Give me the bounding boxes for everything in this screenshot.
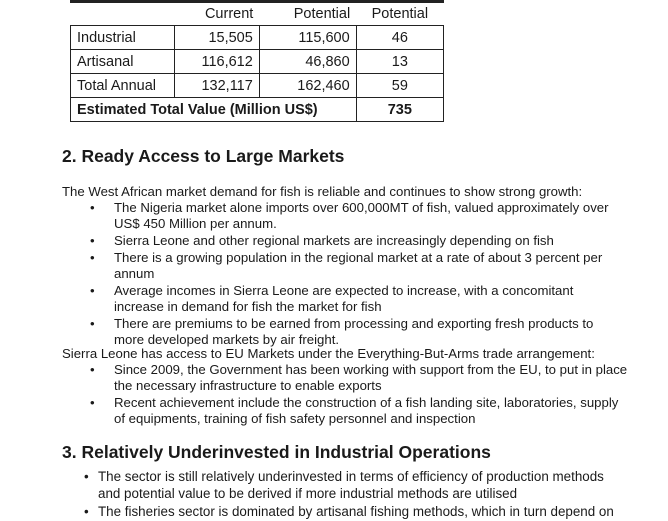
- total-label: Estimated Total Value (Million US$): [71, 98, 357, 122]
- section-3-bullet-list: [84, 468, 628, 520]
- header-label: [71, 4, 175, 26]
- bullet-icon: •: [84, 469, 89, 484]
- header-current: Current: [204, 6, 254, 22]
- section-2-eu-bullet-list: [90, 362, 628, 427]
- list-item-text: Since 2009, the Government has been working with support from the EU, to put in place the necessary infrastructure to enable exports: [114, 362, 628, 393]
- list-item-text: Sierra Leone and other regional markets are increasingly depending on fish: [114, 233, 554, 248]
- section-3: [0, 442, 668, 463]
- table-top-border: [70, 0, 444, 3]
- section-2-heading: 2. Ready Access to Large Markets: [62, 146, 345, 166]
- bullet-icon: •: [90, 200, 95, 215]
- row-potential: 162,460: [259, 74, 356, 98]
- row-potential-2: 46: [356, 26, 443, 50]
- row-potential: 115,600: [259, 26, 356, 50]
- header-potential-2: Potential: [371, 6, 429, 22]
- table-row: [71, 50, 444, 74]
- list-item-text: Recent achievement include the construction of a fish landing site, laboratories, supply of equipments, training of fish safety personnel and inspection: [114, 395, 619, 426]
- section-2-intro: The West African market demand for fish is reliable and continues to show strong growth:: [62, 184, 583, 199]
- bullet-icon: •: [90, 362, 95, 377]
- section-2-eu-intro: Sierra Leone has access to EU Markets under the Everything-But-Arms trade arrangement:: [62, 346, 595, 361]
- list-item: [90, 233, 624, 249]
- list-item: [90, 395, 628, 427]
- list-item: [90, 316, 624, 348]
- section-2: [0, 146, 668, 167]
- total-value: 735: [356, 98, 443, 122]
- list-item: [90, 362, 628, 394]
- bullet-icon: •: [90, 283, 95, 298]
- row-label: Industrial: [71, 26, 175, 50]
- table-row: [71, 26, 444, 50]
- section-3-heading: 3. Relatively Underinvested in Industrial Operations: [62, 442, 491, 462]
- list-item: [90, 200, 624, 232]
- list-item: [84, 468, 628, 502]
- row-current: 132,117: [174, 74, 259, 98]
- header-potential: Potential: [293, 6, 351, 22]
- row-current: 116,612: [174, 50, 259, 74]
- table-total-row: [71, 98, 444, 122]
- fish-production-table: [70, 4, 444, 122]
- list-item-text: The fisheries sector is dominated by artisanal fishing methods, which in turn depend on: [98, 504, 614, 519]
- list-item-text: There are premiums to be earned from processing and exporting fresh products to more developed markets by air freight.: [114, 316, 594, 347]
- row-current: 15,505: [174, 26, 259, 50]
- bullet-icon: •: [84, 504, 89, 519]
- list-item-text: The sector is still relatively underinvested in terms of efficiency of production methods and potential value to be derived if more industrial methods are utilised: [98, 469, 604, 501]
- list-item: [90, 283, 624, 315]
- row-potential-2: 13: [356, 50, 443, 74]
- bullet-icon: •: [90, 316, 95, 331]
- bullet-icon: •: [90, 395, 95, 410]
- section-3-body: [0, 468, 668, 521]
- table-row: [71, 74, 444, 98]
- list-item-text: Average incomes in Sierra Leone are expected to increase, with a concomitant increase in demand for fish the market for fish: [114, 283, 574, 314]
- table-header-row: [71, 4, 444, 26]
- row-label: Total Annual: [71, 74, 175, 98]
- list-item-text: The Nigeria market alone imports over 600,000MT of fish, valued approximately over US$ 450 Million per annum.: [114, 200, 609, 231]
- bullet-icon: •: [90, 233, 95, 248]
- section-2-eu: [0, 345, 668, 428]
- row-label: Artisanal: [71, 50, 175, 74]
- row-potential: 46,860: [259, 50, 356, 74]
- bullet-icon: •: [90, 250, 95, 265]
- section-2-bullet-list: [90, 200, 624, 348]
- section-2-body: [0, 183, 668, 349]
- list-item: [84, 503, 628, 520]
- list-item-text: There is a growing population in the regional market at a rate of about 3 percent per annum: [114, 250, 603, 281]
- list-item: [90, 250, 624, 282]
- row-potential-2: 59: [356, 74, 443, 98]
